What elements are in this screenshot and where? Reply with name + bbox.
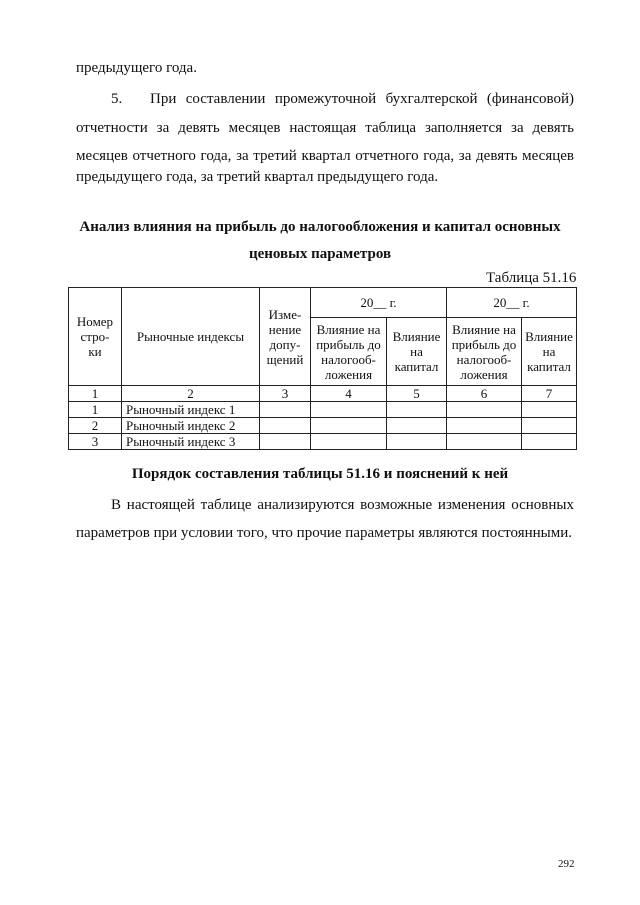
table-heading: Анализ влияния на прибыль до налогообложения и капитал основных bbox=[79, 219, 561, 235]
text-line: предыдущего года, за третий квартал предыдущего года. bbox=[76, 169, 439, 185]
table-cell bbox=[260, 402, 311, 418]
column-number-row bbox=[69, 386, 577, 402]
row-number: 2 bbox=[69, 418, 122, 434]
text-line: При составлении промежуточной бухгалтерской (финансовой) bbox=[150, 91, 574, 107]
table-cell bbox=[522, 402, 577, 418]
column-number: 7 bbox=[522, 386, 577, 402]
table-cell bbox=[311, 402, 387, 418]
header-market-indices: Рыночные индексы bbox=[122, 288, 260, 386]
header-capital-effect-2: Влияние на капитал bbox=[522, 318, 577, 386]
data-table bbox=[68, 287, 577, 450]
header-year-2: 20__ г. bbox=[447, 288, 577, 318]
text-line: В настоящей таблице анализируются возможные изменения основных bbox=[111, 497, 574, 513]
table-row bbox=[69, 434, 577, 450]
text-line: отчетности за девять месяцев настоящая таблица заполняется за девять bbox=[76, 120, 574, 136]
table-cell bbox=[311, 418, 387, 434]
column-number: 2 bbox=[122, 386, 260, 402]
table-cell bbox=[447, 418, 522, 434]
row-number: 3 bbox=[69, 434, 122, 450]
row-index: Рыночный индекс 2 bbox=[122, 418, 260, 434]
table-cell bbox=[311, 434, 387, 450]
table-caption: Таблица 51.16 bbox=[486, 270, 577, 286]
column-number: 6 bbox=[447, 386, 522, 402]
list-number: 5. bbox=[111, 91, 123, 107]
text-line: предыдущего года. bbox=[76, 60, 197, 76]
row-number: 1 bbox=[69, 402, 122, 418]
table-row bbox=[69, 418, 577, 434]
table-cell bbox=[522, 434, 577, 450]
table-cell bbox=[387, 418, 447, 434]
header-row-number: Номер стро- ки bbox=[69, 288, 122, 386]
text-line: параметров при условии того, что прочие параметры являются постоянными. bbox=[76, 525, 573, 541]
table-row bbox=[69, 402, 577, 418]
text-line: месяцев отчетного года, за третий квартал отчетного года, за девять месяцев bbox=[76, 148, 574, 164]
header-profit-effect-1: Влияние на прибыль до налогооб- ложения bbox=[311, 318, 387, 386]
table-cell bbox=[260, 418, 311, 434]
header-change: Изме- нение допу- щений bbox=[260, 288, 311, 386]
table-cell bbox=[522, 418, 577, 434]
table-cell bbox=[387, 434, 447, 450]
column-number: 4 bbox=[311, 386, 387, 402]
header-profit-effect-2: Влияние на прибыль до налогооб- ложения bbox=[447, 318, 522, 386]
column-number: 1 bbox=[69, 386, 122, 402]
section-title: Порядок составления таблицы 51.16 и пояснений к ней bbox=[131, 466, 509, 482]
row-index: Рыночный индекс 3 bbox=[122, 434, 260, 450]
row-index: Рыночный индекс 1 bbox=[122, 402, 260, 418]
table-heading: ценовых параметров bbox=[248, 246, 392, 262]
table-cell bbox=[260, 434, 311, 450]
column-number: 3 bbox=[260, 386, 311, 402]
header-year-1: 20__ г. bbox=[311, 288, 447, 318]
page-number: 292 bbox=[558, 858, 575, 870]
table-cell bbox=[447, 434, 522, 450]
header-capital-effect-1: Влияние на капитал bbox=[387, 318, 447, 386]
table-cell bbox=[387, 402, 447, 418]
table-cell bbox=[447, 402, 522, 418]
column-number: 5 bbox=[387, 386, 447, 402]
